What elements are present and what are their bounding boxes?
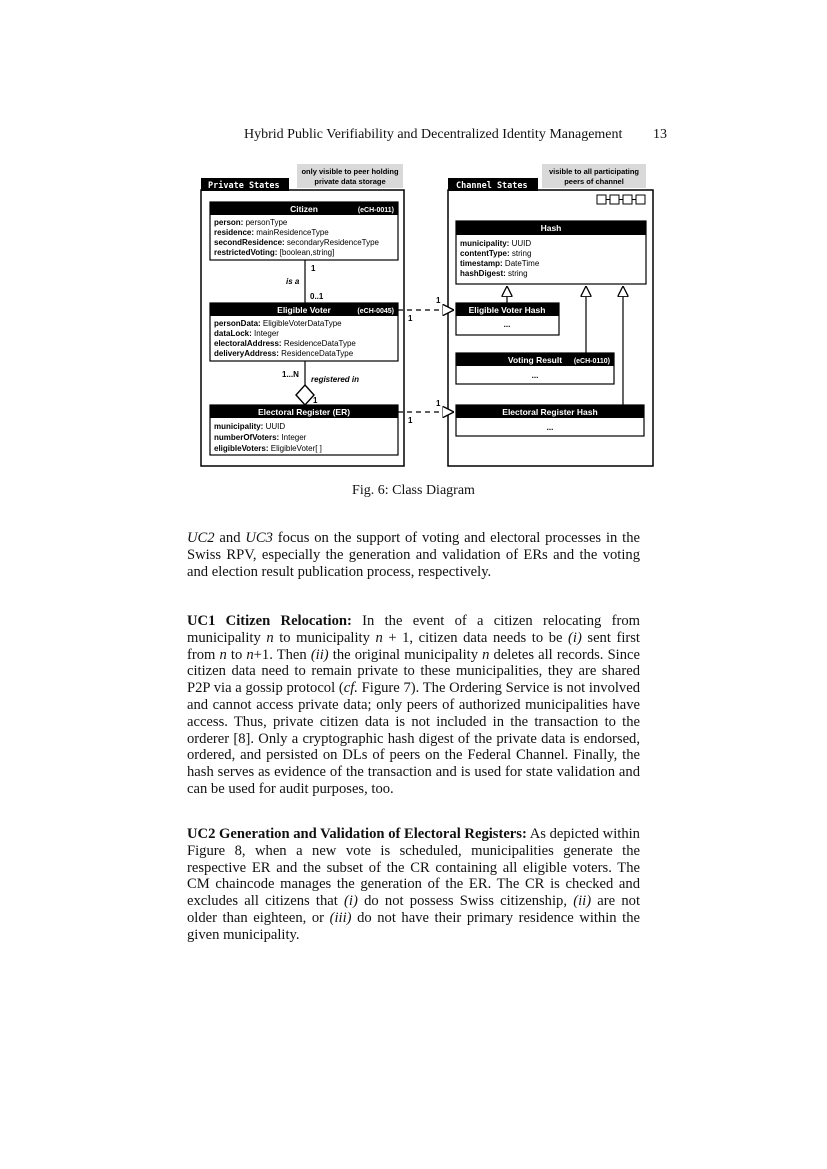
attr-key: electoralAddress: — [214, 339, 282, 348]
attr-key: residence: — [214, 228, 255, 237]
attr-value: mainResidenceType — [254, 228, 329, 237]
svg-text:personData: EligibleVoterDataT — [214, 319, 342, 328]
text-segment: do not possess Swiss citizenship, — [357, 893, 574, 910]
text-segment: cf. — [343, 680, 358, 697]
private-panel-title: Private States — [208, 181, 280, 191]
attr-key: municipality: — [214, 422, 264, 431]
attr-value: ResidenceDataType — [278, 349, 354, 358]
channel-note-line2: peers of channel — [564, 177, 624, 186]
private-note-line1: only visible to peer holding — [301, 167, 399, 176]
text-segment: Figure 7). The Ordering Service is not involved and cannot access private data; only peers of authorized municipalities have access. Thus, private citizen data is not included in the transaction to the orderer [8]. Only a cryptographic hash digest of the private data is endorsed, ordered, and persisted on DLs of peers on the Federal Channel. Finally, the hash serves as evidence of the transaction and is used for state validation and can be used for audit purposes, too. — [187, 680, 640, 797]
svg-text:deliveryAddress: ResidenceData — [214, 349, 354, 358]
blockchain-icon — [597, 195, 645, 204]
paragraph-uc2-registers — [187, 826, 640, 944]
private-note-line2: private data storage — [314, 177, 386, 186]
attr-value: UUID — [263, 422, 286, 431]
attr-value: UUID — [509, 239, 532, 248]
attr-value: DateTime — [502, 259, 540, 268]
svg-text:municipality: UUID — [214, 422, 285, 431]
voter-hash-body: ... — [503, 320, 511, 329]
text-segment: n — [375, 629, 383, 646]
figure-caption: Fig. 6: Class Diagram — [352, 483, 475, 498]
paragraph-uc2-uc3 — [187, 530, 640, 580]
class-diagram — [0, 0, 827, 480]
voting-result-title: Voting Result — [507, 355, 563, 365]
running-title: Hybrid Public Verifiability and Decentralized Identity Management — [244, 127, 623, 142]
svg-text:hashDigest: string — [460, 269, 528, 278]
svg-text:timestamp: DateTime — [460, 259, 540, 268]
is-a-label: is a — [286, 277, 300, 286]
attr-key: eligibleVoters: — [214, 444, 269, 453]
register-title: Electoral Register (ER) — [257, 407, 351, 417]
mult-right-register: 1 — [436, 399, 441, 408]
attr-value: string — [509, 249, 532, 258]
attr-value: ResidenceDataType — [281, 339, 356, 348]
attr-key: numberOfVoters: — [214, 433, 280, 442]
attr-value: EligibleVoter[ ] — [268, 444, 322, 453]
attr-key: municipality: — [460, 239, 510, 248]
attr-key: contentType: — [460, 249, 510, 258]
text-segment: (ii) — [310, 646, 329, 663]
text-segment: +1. Then — [253, 646, 311, 663]
citizen-tag: (eCH-0011) — [357, 207, 394, 214]
attr-value: secondaryResidenceType — [284, 238, 379, 247]
text-segment: (i) — [568, 629, 582, 646]
svg-text:numberOfVoters: Integer — [214, 433, 307, 442]
svg-text:eligibleVoters: EligibleVoter[ — [214, 444, 322, 453]
attr-value: personType — [243, 218, 288, 227]
citizen-class — [210, 202, 398, 260]
attr-value: Integer — [279, 433, 307, 442]
text-segment: (i) — [344, 893, 358, 910]
eligible-voter-hash-class — [456, 303, 559, 335]
register-hash-body: ... — [546, 423, 554, 432]
text-segment: to — [226, 646, 247, 663]
svg-text:dataLock: Integer — [214, 329, 279, 338]
text-segment: do not have their primary residence within the given municipality. — [187, 909, 640, 943]
text-segment: (iii) — [329, 909, 352, 926]
svg-text:contentType: string — [460, 249, 531, 258]
hash-title: Hash — [540, 223, 562, 233]
text-segment: n — [482, 646, 490, 663]
text-segment: the original municipality — [328, 646, 483, 663]
attr-key: timestamp: — [460, 259, 503, 268]
text-segment: n — [219, 646, 227, 663]
aggregation-diamond-icon — [296, 385, 314, 405]
text-segment: UC2 Generation and Validation of Electoral Registers: — [187, 826, 527, 842]
registered-in-label: registered in — [311, 375, 360, 384]
text-segment: UC3 — [245, 530, 273, 546]
attr-key: hashDigest: — [460, 269, 506, 278]
eligible-voter-class — [210, 303, 398, 361]
text-segment: focus on the support of voting and electoral processes in the Swiss RPV, especially the generation and validation of ERs and the voting and election result publication process, respectively. — [187, 530, 640, 580]
attr-value: EligibleVoterDataType — [260, 319, 342, 328]
text-segment: and — [214, 530, 246, 546]
svg-text:restrictedVoting: [boolean,str — [214, 248, 334, 257]
electoral-register-class — [210, 405, 398, 455]
text-segment: to municipality — [273, 629, 376, 646]
attr-value: Integer — [251, 329, 279, 338]
channel-note-line1: visible to all participating — [548, 167, 640, 176]
page-number: 13 — [653, 127, 667, 142]
channel-panel-title: Channel States — [456, 181, 528, 191]
attr-value: string — [505, 269, 528, 278]
voter-tag: (eCH-0045) — [357, 308, 394, 315]
text-segment: UC2 — [187, 530, 215, 546]
mult-citizen: 1 — [311, 264, 316, 273]
citizen-title: Citizen — [290, 204, 318, 214]
text-segment: n — [246, 646, 254, 663]
voting-result-tag: (eCH-0110) — [573, 358, 610, 365]
text-segment: In the event of a citizen relocating from municipality — [187, 613, 640, 646]
text-segment: As depicted within Figure 8, when a new vote is scheduled, municipalities generate the respective ER and the subset of the CR containing all eligible voters. The CM chaincode manages the generation of the ER. The CR is checked and excludes all citizens that — [187, 826, 640, 910]
hash-class — [456, 221, 646, 284]
text-segment: UC1 Citizen Relocation: — [187, 613, 352, 629]
paragraph-uc1-relocation — [187, 613, 640, 798]
attr-value: [boolean,string] — [277, 248, 335, 257]
register-hash-title: Electoral Register Hash — [502, 407, 598, 417]
voter-hash-title: Eligible Voter Hash — [468, 305, 546, 315]
text-segment: + 1, citizen data needs to be — [382, 629, 569, 646]
text-segment: are not older than eighteen, or — [187, 893, 640, 926]
svg-text:residence: mainResidenceType — [214, 228, 329, 237]
text-segment: sent first from — [187, 629, 640, 663]
attr-key: secondResidence: — [214, 238, 285, 247]
attr-key: restrictedVoting: — [214, 248, 278, 257]
voter-title: Eligible Voter — [277, 305, 331, 315]
svg-text:person: personType — [214, 218, 288, 227]
attr-key: deliveryAddress: — [214, 349, 279, 358]
electoral-register-hash-class — [456, 405, 644, 436]
mult-right-voter: 1 — [436, 296, 441, 305]
voting-result-class — [456, 353, 614, 384]
mult-voter: 0..1 — [310, 292, 324, 301]
mult-left-register: 1 — [408, 416, 413, 425]
text-segment: (ii) — [573, 893, 592, 910]
mult-left-voter: 1 — [408, 314, 413, 323]
attr-key: personData: — [214, 319, 261, 328]
mult-one-n: 1...N — [282, 370, 299, 379]
mult-register: 1 — [313, 396, 318, 405]
attr-key: dataLock: — [214, 329, 252, 338]
svg-text:municipality: UUID — [460, 239, 531, 248]
svg-text:secondResidence: secondaryResi — [214, 238, 380, 247]
voting-result-body: ... — [531, 371, 539, 380]
attr-key: person: — [214, 218, 244, 227]
text-segment: n — [266, 629, 274, 646]
text-segment: deletes all records. Since citizen data need to remain private to these municipalities, they are shared P2P via a gossip protocol ( — [187, 646, 640, 697]
svg-text:electoralAddress: ResidenceDat — [214, 339, 356, 348]
